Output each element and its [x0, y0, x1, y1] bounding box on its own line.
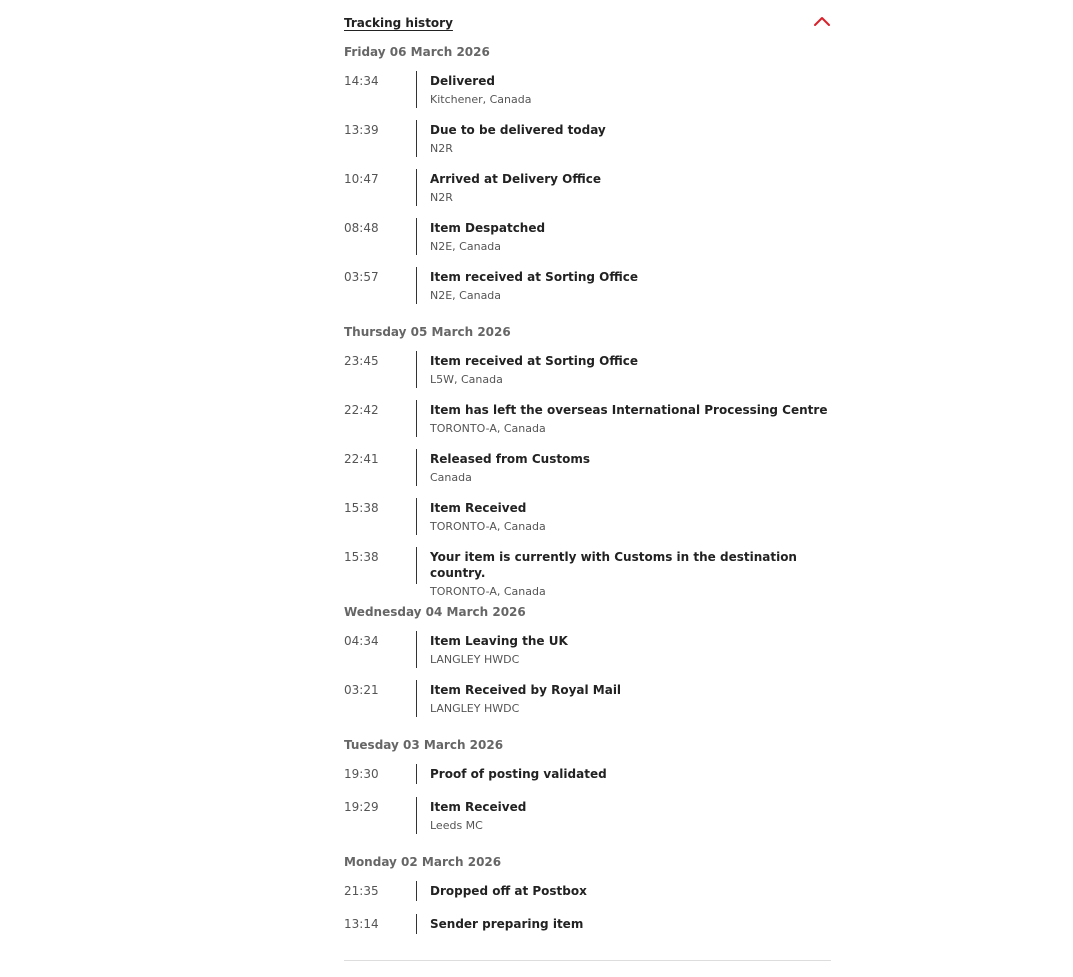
event-status: Sender preparing item [430, 917, 584, 931]
event-time: 08:48 [344, 221, 379, 235]
event-details [430, 169, 831, 206]
event-status: Item received at Sorting Office [430, 270, 638, 284]
event-time: 19:29 [344, 800, 379, 814]
tracking-event [344, 764, 831, 784]
event-status: Item Received [430, 800, 527, 814]
event-location: LANGLEY HWDC [430, 653, 520, 666]
event-time: 22:42 [344, 403, 379, 417]
tracking-event [344, 631, 831, 668]
tracking-event [344, 881, 831, 901]
timeline-bar [416, 797, 417, 834]
event-details [430, 764, 831, 784]
divider [344, 960, 831, 961]
event-details [430, 400, 831, 437]
event-time: 22:41 [344, 452, 379, 466]
event-time: 03:21 [344, 683, 379, 697]
tracking-event [344, 914, 831, 934]
event-details [430, 449, 831, 486]
event-details [430, 797, 831, 834]
timeline-bar [416, 498, 417, 535]
timeline-bar [416, 680, 417, 717]
event-location: N2E, Canada [430, 240, 502, 253]
day-heading: Friday 06 March 2026 [344, 45, 490, 59]
tracking-event [344, 169, 831, 206]
event-details [430, 351, 831, 388]
tracking-event [344, 400, 831, 437]
event-time: 13:14 [344, 917, 379, 931]
timeline-bar [416, 351, 417, 388]
tracking-event [344, 680, 831, 717]
event-status: Item received at Sorting Office [430, 354, 638, 368]
event-location: N2R [430, 142, 453, 155]
event-time: 03:57 [344, 270, 379, 284]
day-heading: Thursday 05 March 2026 [344, 325, 511, 339]
tracking-history-toggle[interactable]: Tracking history [344, 16, 453, 30]
timeline-bar [416, 400, 417, 437]
timeline-bar [416, 764, 417, 784]
event-location: TORONTO-A, Canada [430, 585, 546, 598]
event-status: Item Received by Royal Mail [430, 683, 622, 697]
event-details [430, 267, 831, 304]
event-time: 14:34 [344, 74, 379, 88]
tracking-event [344, 498, 831, 535]
timeline-bar [416, 881, 417, 901]
event-time: 15:38 [344, 550, 379, 564]
event-location: L5W, Canada [430, 373, 503, 386]
timeline-bar [416, 71, 417, 108]
tracking-event [344, 351, 831, 388]
tracking-event [344, 449, 831, 486]
event-location: LANGLEY HWDC [430, 702, 520, 715]
event-status: Released from Customs [430, 452, 590, 466]
event-status: Due to be delivered today [430, 123, 606, 137]
event-status: Dropped off at Postbox [430, 884, 587, 898]
tracking-event [344, 547, 831, 598]
event-details [430, 547, 831, 598]
event-location: TORONTO-A, Canada [430, 422, 546, 435]
event-details [430, 881, 831, 901]
event-status: Item has left the overseas International Processing Centre [430, 403, 828, 417]
timeline-bar [416, 169, 417, 206]
day-heading: Monday 02 March 2026 [344, 855, 502, 869]
chevron-up-icon[interactable] [813, 13, 831, 27]
tracking-event [344, 71, 831, 108]
timeline-bar [416, 631, 417, 668]
day-group [344, 44, 831, 304]
event-details [430, 680, 831, 717]
timeline-bar [416, 914, 417, 934]
event-status: Item Received [430, 501, 527, 515]
event-details [430, 120, 831, 157]
day-group [344, 737, 831, 834]
event-details [430, 218, 831, 255]
timeline-bar [416, 449, 417, 486]
event-status: Item Leaving the UK [430, 634, 568, 648]
day-group [344, 324, 831, 598]
event-location: Kitchener, Canada [430, 93, 532, 106]
event-status: Item Despatched [430, 221, 546, 235]
timeline-bar [416, 218, 417, 255]
event-details [430, 71, 831, 108]
event-time: 19:30 [344, 767, 379, 781]
event-time: 21:35 [344, 884, 379, 898]
event-location: N2R [430, 191, 453, 204]
timeline-bar [416, 267, 417, 304]
tracking-history-panel [344, 0, 831, 934]
timeline-bar [416, 120, 417, 157]
event-location: N2E, Canada [430, 289, 502, 302]
event-details [430, 631, 831, 668]
event-details [430, 498, 831, 535]
event-time: 10:47 [344, 172, 379, 186]
event-status: Delivered [430, 74, 495, 88]
event-location: Leeds MC [430, 819, 483, 832]
day-group [344, 854, 831, 934]
event-details [430, 914, 831, 934]
event-location: Canada [430, 471, 472, 484]
event-time: 23:45 [344, 354, 379, 368]
tracking-event [344, 218, 831, 255]
day-group [344, 604, 831, 717]
day-heading: Wednesday 04 March 2026 [344, 605, 526, 619]
event-location: TORONTO-A, Canada [430, 520, 546, 533]
event-status: Your item is currently with Customs in the destination country. [430, 550, 797, 580]
day-heading: Tuesday 03 March 2026 [344, 738, 504, 752]
event-time: 13:39 [344, 123, 379, 137]
event-status: Proof of posting validated [430, 767, 607, 781]
tracking-event [344, 267, 831, 304]
timeline-bar [416, 547, 417, 584]
event-time: 04:34 [344, 634, 379, 648]
tracking-event [344, 797, 831, 834]
tracking-event [344, 120, 831, 157]
event-time: 15:38 [344, 501, 379, 515]
tracking-events-list [344, 44, 831, 934]
tracking-history-header [344, 0, 831, 44]
event-status: Arrived at Delivery Office [430, 172, 602, 186]
